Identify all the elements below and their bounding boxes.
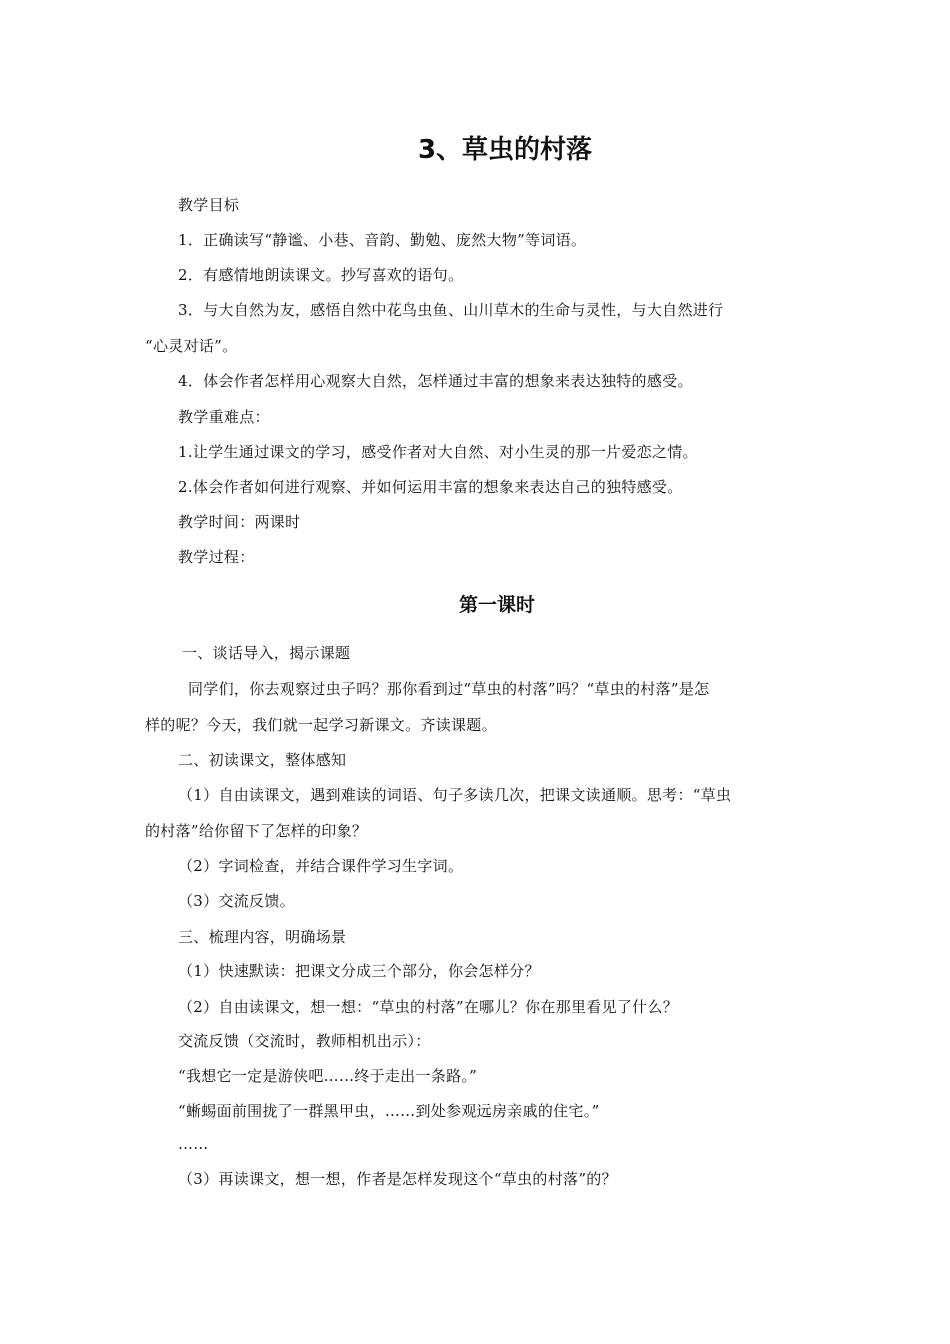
section-2-item-1-line-2: 的村落”给你留下了怎样的印象？ xyxy=(145,822,368,840)
section-3-feedback: 交流反馈（交流时，教师相机出示）： xyxy=(178,1032,431,1050)
process-heading: 教学过程： xyxy=(178,548,255,566)
section-2-heading: 二、初读课文，整体感知 xyxy=(178,751,347,769)
section-2-item-2: （2）字词检查，并结合课件学习生字词。 xyxy=(178,857,464,875)
section-1-paragraph-line-1: 同学们，你去观察过虫子吗？那你看到过“草虫的村落”吗？“草虫的村落”是怎 xyxy=(188,680,710,698)
section-3-item-2: （2）自由读课文，想一想：“草虫的村落”在哪儿？你在那里看见了什么？ xyxy=(178,998,679,1016)
key-point-2: 2.体会作者如何进行观察、并如何运用丰富的想象来表达自己的独特感受。 xyxy=(178,478,683,496)
teaching-time: 教学时间：两课时 xyxy=(178,513,301,531)
section-2-item-1-line-1: （1）自由读课文，遇到难读的词语、句子多读几次，把课文读通顺。思考：“草虫 xyxy=(178,786,732,804)
goal-item-2: 2．有感情地朗读课文。抄写喜欢的语句。 xyxy=(178,266,464,284)
goal-item-3-line-2: “心灵对话”。 xyxy=(145,337,238,355)
key-point-1: 1.让学生通过课文的学习，感受作者对大自然、对小生灵的那一片爱恋之情。 xyxy=(178,443,698,461)
quote-2: “蜥蜴面前围拢了一群黑甲虫，……到处参观远房亲戚的住宅。” xyxy=(178,1102,600,1120)
goal-item-1: 1．正确读写“静谧、小巷、音韵、勤勉、庞然大物”等词语。 xyxy=(178,231,587,249)
section-3-item-3: （3）再读课文，想一想，作者是怎样发现这个“草虫的村落”的？ xyxy=(178,1170,617,1188)
section-3-heading: 三、梳理内容，明确场景 xyxy=(178,928,347,946)
page-title: 3、草虫的村落 xyxy=(417,135,593,165)
goal-item-3-line-1: 3．与大自然为友，感悟自然中花鸟虫鱼、山川草木的生命与灵性，与大自然进行 xyxy=(178,301,724,319)
goals-heading: 教学目标 xyxy=(178,196,240,214)
section-3-item-1: （1）快速默读：把课文分成三个部分，你会怎样分？ xyxy=(178,962,540,980)
goal-item-4: 4．体会作者怎样用心观察大自然，怎样通过丰富的想象来表达独特的感受。 xyxy=(178,372,693,390)
lesson-title: 第一课时 xyxy=(458,594,535,616)
ellipsis: …… xyxy=(178,1135,209,1153)
section-1-heading: 一、谈话导入，揭示课题 xyxy=(182,644,351,662)
section-2-item-3: （3）交流反馈。 xyxy=(178,892,295,910)
section-1-paragraph-line-2: 样的呢？今天，我们就一起学习新课文。齐读课题。 xyxy=(145,716,497,734)
key-points-heading: 教学重难点： xyxy=(178,408,270,426)
quote-1: “我想它一定是游侠吧……终于走出一条路。” xyxy=(178,1067,478,1085)
